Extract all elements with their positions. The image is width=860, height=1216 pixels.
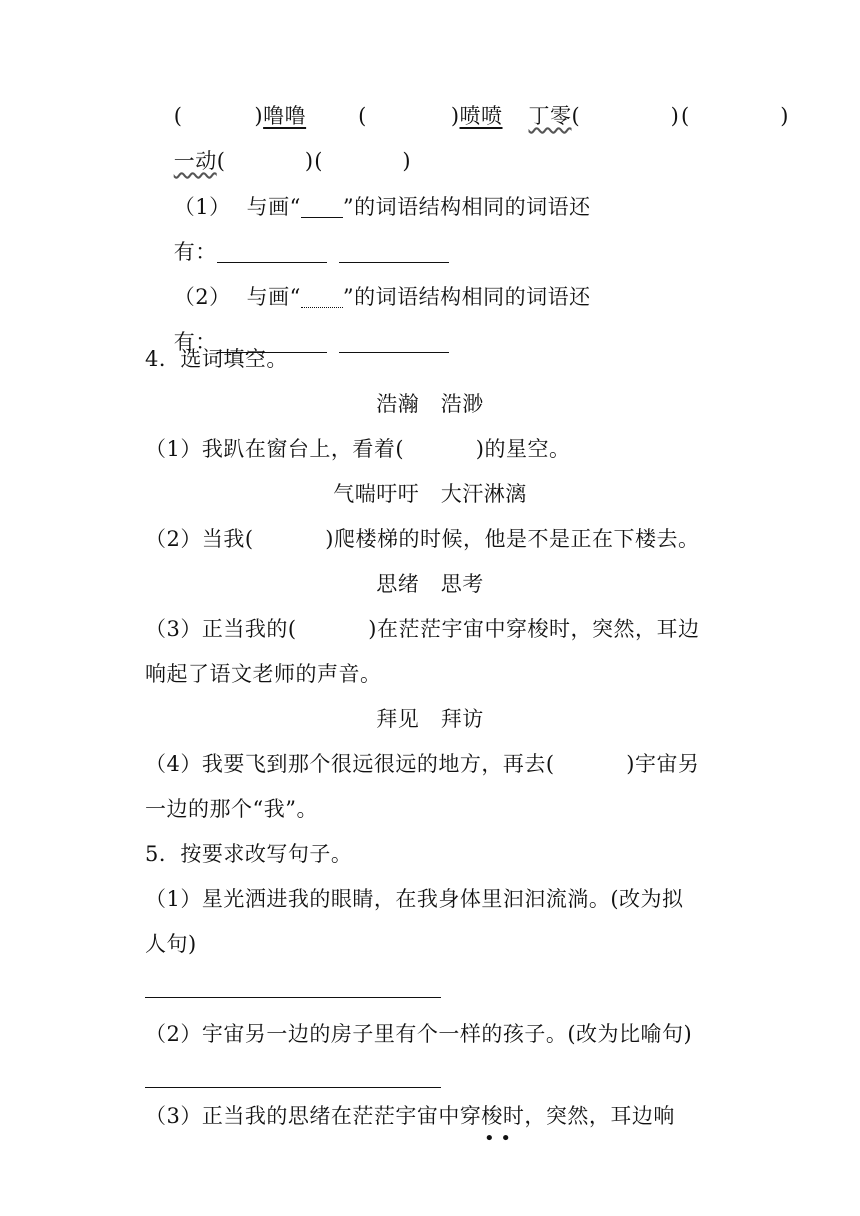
q4-sentence-3b: 响起了语文老师的声音。 <box>145 662 382 686</box>
item-text-post: ”的词语结构相同的词语还 <box>342 195 591 219</box>
word-dingling: 丁零 <box>528 104 572 128</box>
q4-choice-group-1: 浩瀚 浩渺 <box>376 392 484 416</box>
answer-label: 有： <box>173 330 217 354</box>
word-penpen: 喷喷 <box>459 104 503 128</box>
q4-choice-group-4: 拜见 拜访 <box>376 707 484 731</box>
item-text-pre: 与画“ <box>246 285 301 309</box>
q4-sentence-4a: （4）我要飞到那个很远很远的地方，再去( )宇宙另 <box>145 752 700 776</box>
paren-close-1: ) <box>254 104 264 128</box>
paren-open-2: ( <box>358 104 367 128</box>
q5-sentence-2: （2）宇宙另一边的房子里有个一样的孩子。(改为比喻句) <box>145 1022 693 1046</box>
q4-title: 4．选词填空。 <box>145 347 288 371</box>
q5-title: 5．按要求改写句子。 <box>145 842 353 866</box>
answer-label: 有： <box>173 240 217 264</box>
item-text-post: ”的词语结构相同的词语还 <box>342 285 591 309</box>
q5-sentence-1b: 人句) <box>145 932 197 956</box>
paren-pair-3: ( )( ) <box>571 104 791 128</box>
q5-answer-line-1[interactable] <box>145 997 441 998</box>
item-number: （1） <box>173 195 231 219</box>
q4-sentence-4b: 一边的那个“我”。 <box>145 797 318 821</box>
q5-sentence-1a: （1）星光洒进我的眼睛，在我身体里汩汩流淌。(改为拟 <box>145 887 684 911</box>
q5-sentence-3: （3）正当我的思绪在茫茫宇宙中穿梭时，突然，耳边响 <box>145 1104 675 1128</box>
paren-pair-4: ( )( ) <box>216 149 412 173</box>
item-text-pre: 与画“ <box>246 195 301 219</box>
paren-open-1: ( <box>173 104 183 128</box>
q4-sentence-1: （1）我趴在窗台上，看着( )的星空。 <box>145 437 571 461</box>
q5-answer-line-2[interactable] <box>145 1087 441 1088</box>
item-number: （2） <box>173 285 231 309</box>
q4-sentence-3a: （3）正当我的( )在茫茫宇宙中穿梭时，突然，耳边 <box>145 617 700 641</box>
q4-choice-group-3: 思绪 思考 <box>376 572 484 596</box>
q4-sentence-2: （2）当我( )爬楼梯的时候，他是不是正在下楼去。 <box>145 527 700 551</box>
paren-close-2: ) <box>450 104 460 128</box>
emphasis-dots: • • <box>484 1128 511 1149</box>
word-lulu: 噜噜 <box>263 104 307 128</box>
q4-choice-group-2: 气喘吁吁 大汗淋漓 <box>333 482 527 506</box>
word-yidong: 一动 <box>173 149 217 173</box>
